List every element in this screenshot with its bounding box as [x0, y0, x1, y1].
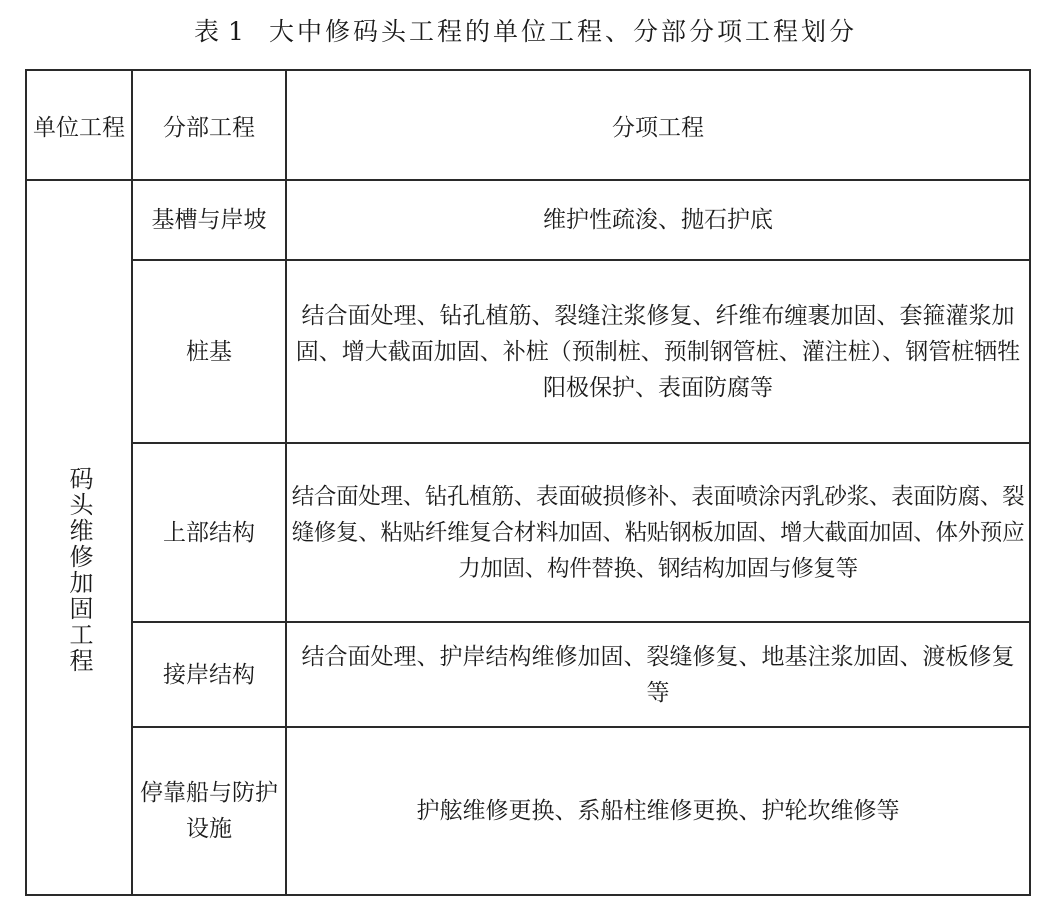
header-subitem-project: 分项工程 [286, 70, 1030, 180]
unit-project-cell [26, 180, 132, 895]
caption-label: 表 [194, 17, 223, 46]
table-row [26, 727, 1030, 895]
subitem-cell: 护舷维修更换、系船柱维修更换、护轮坎维修等 [286, 727, 1030, 895]
project-division-table [25, 69, 1031, 896]
table-row [26, 622, 1030, 727]
table-row [26, 260, 1030, 443]
division-cell: 上部结构 [132, 443, 286, 622]
table-row [26, 180, 1030, 260]
subitem-cell: 结合面处理、钻孔植筋、表面破损修补、表面喷涂丙乳砂浆、表面防腐、裂缝修复、粘贴纤维复合材料加固、粘贴钢板加固、增大截面加固、体外预应力加固、构件替换、钢结构加固与修复等 [286, 443, 1030, 622]
table-header-row [26, 70, 1030, 180]
table-caption [0, 12, 1051, 52]
subitem-cell: 结合面处理、钻孔植筋、裂缝注浆修复、纤维布缠裹加固、套箍灌浆加固、增大截面加固、补桩（预制桩、预制钢管桩、灌注桩）、钢管桩牺牲阳极保护、表面防腐等 [286, 260, 1030, 443]
header-division-project: 分部工程 [132, 70, 286, 180]
caption-number: 1 [228, 17, 247, 46]
header-unit-project: 单位工程 [26, 70, 132, 180]
subitem-cell: 维护性疏浚、抛石护底 [286, 180, 1030, 260]
division-cell: 基槽与岸坡 [132, 180, 286, 260]
unit-project-name: 码头维修加固工程 [65, 465, 93, 674]
caption-title: 大中修码头工程的单位工程、分部分项工程划分 [268, 17, 857, 46]
division-cell: 停靠船与防护设施 [132, 727, 286, 895]
subitem-cell: 结合面处理、护岸结构维修加固、裂缝修复、地基注浆加固、渡板修复等 [286, 622, 1030, 727]
division-cell: 桩基 [132, 260, 286, 443]
table-row [26, 443, 1030, 622]
division-cell: 接岸结构 [132, 622, 286, 727]
